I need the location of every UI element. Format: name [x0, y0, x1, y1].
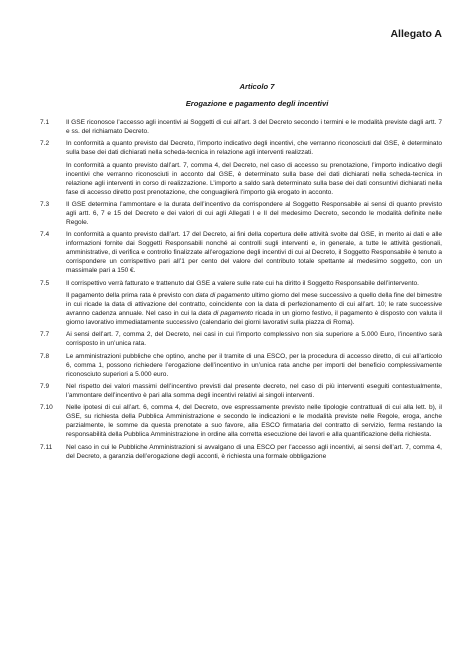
paragraph-text: Nelle ipotesi di cui all’art. 6, comma 4, del Decreto, ove espressamente previsto nelle tipologie contrattuali di cui alla lett. b), il GSE, su richiesta della Pubblica Amministrazione e secondo le indicazioni e le modalità previste nelle Regole, eroga, anche parzialmente, le somme da questa prenotate a suo favore, alla ESCO firmataria del contratto di servizio, ferma restando la responsabilità della Pubblica Amministrazione in ordine alla corretta esecuzione dei lavori e alla quantificazione della richiesta. — [66, 404, 442, 439]
paragraph-number: 7.1 — [40, 119, 50, 126]
paragraph-text: Nel caso in cui le Pubbliche Amministrazioni si avvalgano di una ESCO per l’accesso agli incentivi, ai sensi dell’art. 7, comma 4, del Decreto, a garanzia dell’erogazione degli acconti, è richiesta una formale obbligazione — [66, 443, 442, 460]
paragraph-number: 7.10 — [40, 404, 53, 412]
paragraph-text: Nel rispetto dei valori massimi dell’incentivo previsti dal presente decreto, nel caso di più interventi eseguiti contestualmente, l’ammontare dell’incentivo è pari alla somma degli incentivi relativi ai singoli interventi. — [66, 382, 442, 399]
text-segment: ultimo giorno del mese successivo a quello della fine del bimestre in cui ricade la data di attivazione del contratto, coincidente con la data di perfezionamento di cui all’art. 10; le rate successive avranno cadenza annuale. Nel caso in cui la — [66, 291, 442, 318]
text-segment: ricada in un giorno festivo, il pagamento è disposto con valuta il giorno lavorativo immediatamente successivo (calendario dei giorni lavorativi sulla piazza di Roma). — [66, 310, 442, 327]
paragraph-number: 7.9 — [40, 382, 50, 390]
paragraph-7-10 — [40, 403, 442, 439]
paragraph-number: 7.5 — [40, 279, 50, 287]
paragraph-text: Il corrispettivo verrà fatturato e trattenuto dal GSE a valere sulle rate cui ha diritto il Soggetto Responsabile dell’intervento. — [66, 279, 419, 287]
paragraph-number: 7.11 — [40, 443, 53, 451]
paragraph-7-1 — [40, 118, 442, 136]
paragraph-7-8 — [40, 352, 442, 379]
paragraph-text: Il GSE determina l’ammontare e la durata dell’incentivo da corrispondere al Soggetto Responsabile ai sensi di quanto previsto agli artt. 6, 7 e 15 del Decreto e dei valori di cui agli Allegati I e II del medesimo Decreto, secondo le modalità definite nelle Regole. — [66, 200, 442, 227]
paragraph-text: Il GSE riconosce l’accesso agli incentivi ai Soggetti di cui all’art. 3 del Decreto secondo i termini e le modalità previste dagli artt. 7 e ss. del richiamato Decreto. — [66, 119, 442, 136]
article-body — [40, 118, 442, 464]
paragraph-number: 7.7 — [40, 331, 50, 339]
paragraph-7-7 — [40, 330, 442, 348]
paragraph-text: Ai sensi dell’art. 7, comma 2, del Decreto, nei casi in cui l’importo complessivo non sia superiore a 5.000 Euro, l’incentivo sarà corrisposto in un’unica rata. — [66, 331, 442, 348]
italic-term: data di pagamento — [195, 291, 250, 299]
paragraph-7-11 — [40, 443, 442, 461]
paragraph-7-2-continued: In conformità a quanto previsto dall’art. 7, comma 4, del Decreto, nel caso di accesso su prenotazione, l’importo indicativo degli incentivi che verranno riconosciuti in acconto dal GSE, è determinato sulla base dei dati dichiarati nella scheda-tecnica in relazione agli interventi in corso di realizzazione. L’importo a saldo sarà determinato sulla base dei dati consuntivi dichiarati nella fase di accesso diretto post prenotazione, che conguaglierà l’importo già erogato in acconto. — [66, 161, 442, 196]
paragraph-7-9 — [40, 382, 442, 400]
paragraph-number: 7.2 — [40, 140, 50, 148]
paragraph-text: In conformità a quanto previsto dall’art. 17 del Decreto, ai fini della copertura delle attività svolte dal GSE, in merito ai dati e alle informazioni fornite dai Soggetti Responsabili nonché ai controlli sugli interventi e, in generale, a tutte le attività gestionali, amministrative, di verifica e controllo finalizzate all’erogazione degli incentivi di cui al Decreto, il Soggetto Responsabile è tenuto a corrispondere un corrispettivo pari all’1 per cento del valore del contributo totale spettante al medesimo soggetto, con un massimale pari a 150 €. — [66, 231, 442, 275]
article-number: Articolo 7 — [239, 82, 275, 91]
paragraph-number: 7.3 — [40, 200, 50, 208]
paragraph-7-4 — [40, 230, 442, 275]
paragraph-7-3 — [40, 200, 442, 227]
paragraph-7-5 — [40, 279, 442, 288]
attachment-label: Allegato A — [390, 28, 442, 40]
text-segment: Il pagamento della prima rata è previsto con — [66, 291, 196, 299]
italic-term: data di pagamento — [198, 310, 254, 318]
paragraph-text: In conformità a quanto previsto dal Decreto, l’importo indicativo degli incentivi, che verranno riconosciuti dal GSE, è determinato sulla base dei dati dichiarati nella scheda-tecnica in relazione agli interventi realizzati. — [66, 140, 442, 157]
paragraph-number: 7.4 — [40, 231, 50, 239]
paragraph-text: Le amministrazioni pubbliche che optino, anche per il tramite di una ESCO, per la procedura di accesso diretto, di cui all’articolo 6, comma 1, possono richiedere l’erogazione dell’incentivo in un’unica rata anche per importi del beneficio complessivamente riconosciuto superiori a 5.000 euro. — [66, 352, 442, 378]
paragraph-7-2 — [40, 139, 442, 157]
paragraph-first-payment — [66, 291, 442, 327]
paragraph-number: 7.8 — [40, 352, 50, 360]
article-title: Erogazione e pagamento degli incentivi — [185, 99, 329, 108]
